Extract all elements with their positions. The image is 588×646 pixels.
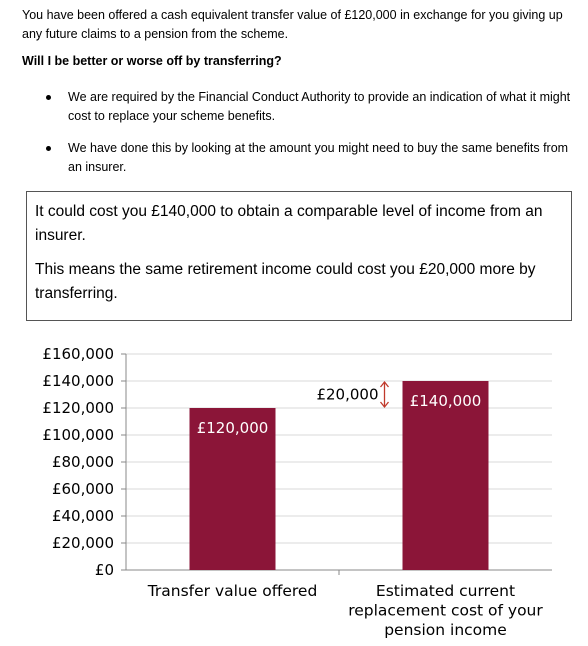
callout-line-cost: It could cost you £140,000 to obtain a comparable level of income from an insurer. xyxy=(35,203,543,244)
intro-paragraph: You have been offered a cash equivalent transfer value of £120,000 in exchange for you giving up any future claims to a pension from the scheme. xyxy=(22,8,563,41)
question-heading: Will I be better or worse off by transferring? xyxy=(22,54,282,68)
x-category-label: Estimated current xyxy=(375,582,516,600)
bar-value-label: £120,000 xyxy=(196,419,269,437)
callout-box xyxy=(26,191,572,321)
y-tick-label: £40,000 xyxy=(51,507,114,525)
difference-label: £20,000 xyxy=(316,385,379,404)
y-tick-label: £140,000 xyxy=(42,372,114,390)
bullet-item: We are required by the Financial Conduct Authority to provide an indication of what it might cost to replace your scheme benefits. xyxy=(46,88,584,126)
y-tick-label: £80,000 xyxy=(51,453,114,471)
y-tick-label: £160,000 xyxy=(42,345,114,363)
x-category-label: replacement cost of your xyxy=(348,601,543,620)
y-tick-label: £20,000 xyxy=(51,534,114,552)
y-tick-label: £100,000 xyxy=(42,426,114,444)
x-category-label: pension income xyxy=(384,621,507,639)
bullet-item: We have done this by looking at the amount you might need to buy the same benefits from an insurer. xyxy=(46,139,584,177)
comparison-bar-chart xyxy=(0,335,588,646)
y-tick-label: £60,000 xyxy=(51,480,114,498)
bar-value-label: £140,000 xyxy=(409,392,482,410)
x-category-label: Transfer value offered xyxy=(147,582,318,600)
y-tick-label: £0 xyxy=(94,561,114,579)
y-tick-label: £120,000 xyxy=(42,399,114,417)
bullet-list xyxy=(46,88,584,190)
callout-line-difference: This means the same retirement income could cost you £20,000 more by transferring. xyxy=(35,261,536,302)
